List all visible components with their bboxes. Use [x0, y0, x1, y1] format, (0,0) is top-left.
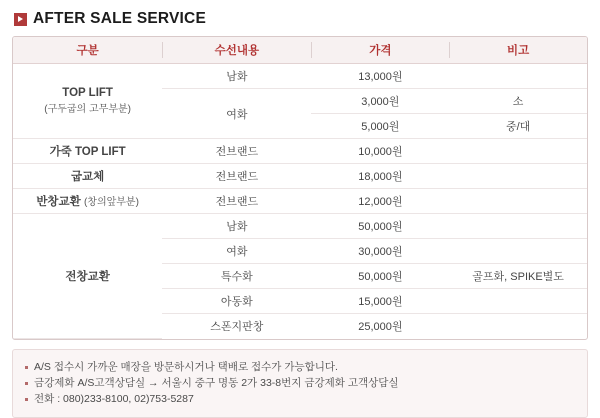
column-header-price: 가격	[311, 37, 449, 64]
row-category-cell: 굽교체	[13, 164, 162, 189]
table-row	[13, 189, 587, 214]
repair-note: 중/대	[449, 114, 587, 139]
row-category-cell	[13, 64, 162, 139]
repair-note	[449, 139, 587, 164]
repair-item: 전브랜드	[162, 164, 311, 189]
repair-note	[449, 214, 587, 239]
repair-note: 골프화, SPIKE별도	[449, 264, 587, 289]
table-row	[13, 64, 587, 89]
column-header-note: 비고	[449, 37, 587, 64]
notice-box	[12, 349, 588, 418]
repair-price: 25,000원	[358, 321, 403, 334]
repair-price: 13,000원	[311, 64, 449, 89]
notice-line: 금강제화 A/S고객상담실 → 서울시 중구 명동 2가 33-8번지 금강제화 고객상담실	[25, 375, 575, 391]
column-header-category: 구분	[13, 37, 162, 64]
repair-price: 3,000원	[311, 89, 449, 114]
repair-note	[449, 289, 587, 314]
repair-price: 50,000원	[311, 214, 449, 239]
category-label: 반창교환	[36, 196, 81, 208]
triangle-right-icon	[14, 13, 27, 26]
page-title-text: AFTER SALE SERVICE	[33, 10, 206, 27]
row-category-cell: 가죽 TOP LIFT	[13, 139, 162, 164]
repair-note: 소	[449, 89, 587, 114]
row-category-cell: 전창교환	[13, 214, 162, 339]
repair-price: 10,000원	[311, 139, 449, 164]
repair-item: 스폰지판창	[210, 321, 264, 334]
table-row	[13, 164, 587, 189]
repair-price: 30,000원	[311, 239, 449, 264]
notice-line: 전화 : 080)233-8100, 02)753-5287	[25, 391, 575, 407]
repair-item: 아동화	[162, 289, 311, 314]
table-row	[13, 214, 587, 239]
repair-note	[449, 314, 587, 339]
category-sublabel: (창의앞부분)	[83, 197, 139, 208]
repair-item: 남화	[162, 64, 311, 89]
table-header-row	[13, 37, 587, 64]
repair-note	[449, 64, 587, 89]
repair-price: 18,000원	[311, 164, 449, 189]
repair-item: 특수화	[162, 264, 311, 289]
repair-item: 여화	[162, 239, 311, 264]
repair-note	[449, 189, 587, 214]
page-title	[12, 8, 588, 36]
repair-item: 전브랜드	[162, 139, 311, 164]
repair-note	[449, 239, 587, 264]
category-label: TOP LIFT	[62, 87, 113, 99]
repair-price: 50,000원	[311, 264, 449, 289]
repair-item: 여화	[162, 89, 311, 139]
table-row	[13, 139, 587, 164]
repair-price: 15,000원	[311, 289, 449, 314]
repair-note	[449, 164, 587, 189]
price-table-container	[12, 36, 588, 340]
category-sublabel: (구두굽의 고무부분)	[44, 104, 131, 115]
repair-item: 남화	[162, 214, 311, 239]
row-category-cell	[13, 189, 162, 214]
price-table	[13, 37, 587, 339]
table-body	[13, 64, 587, 339]
repair-price: 12,000원	[311, 189, 449, 214]
repair-price: 5,000원	[311, 114, 449, 139]
repair-item: 전브랜드	[162, 189, 311, 214]
notice-line: A/S 접수시 가까운 매장을 방문하시거나 택배로 접수가 가능합니다.	[25, 359, 575, 375]
column-header-repair: 수선내용	[162, 37, 311, 64]
table-header	[13, 37, 587, 64]
